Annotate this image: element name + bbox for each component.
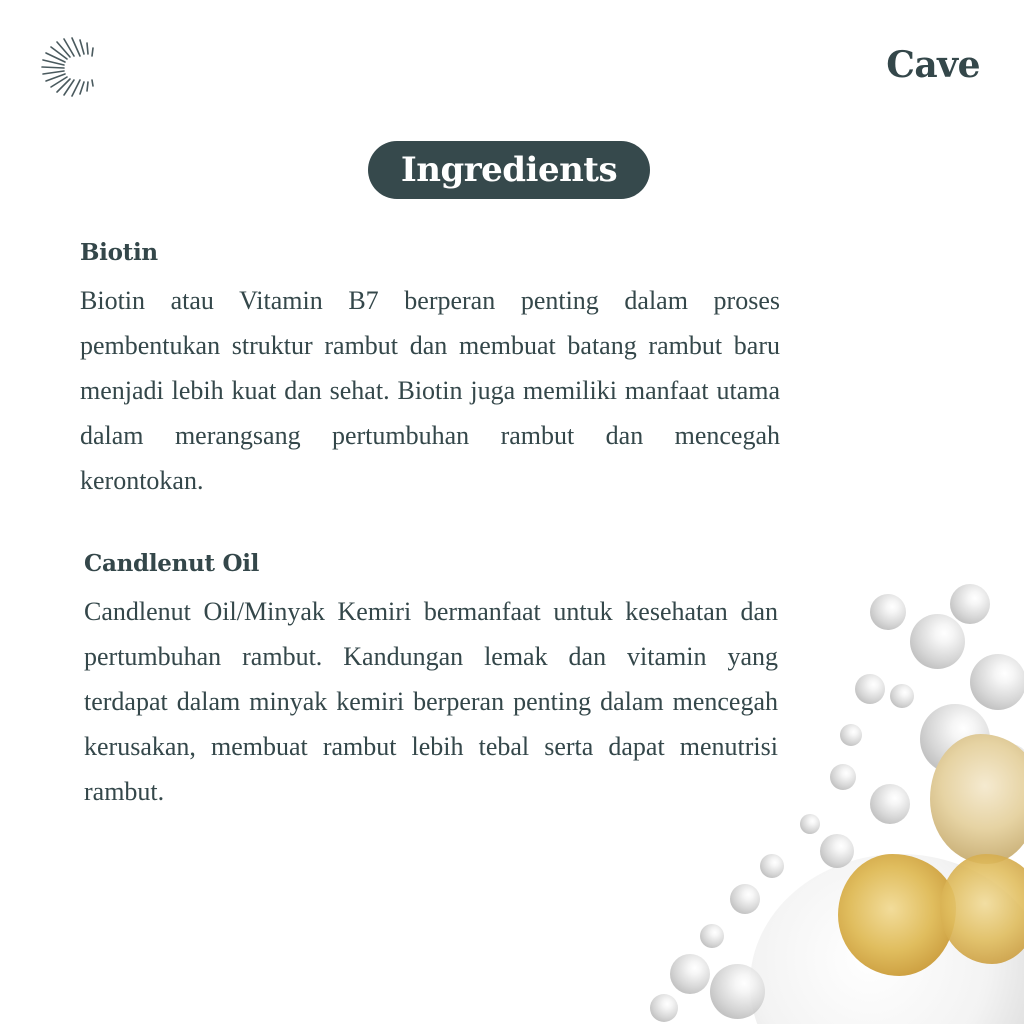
ingredient-heading: Candlenut Oil <box>84 550 260 577</box>
bubble-icon <box>950 584 990 624</box>
candlenut-icon <box>930 734 1024 864</box>
ingredient-heading: Biotin <box>80 239 158 266</box>
bubble-icon <box>830 764 856 790</box>
ingredient-description: Biotin atau Vitamin B7 berperan penting dalam proses pembentukan struktur rambut dan membuat batang rambut baru menjadi lebih kuat dan sehat. Biotin juga memiliki manfaat utama dalam merangsang pertumbuhan rambut dan mencegah kerontokan. <box>80 286 780 495</box>
page-title: Ingredients <box>400 150 618 190</box>
bubble-icon <box>855 674 885 704</box>
bubble-icon <box>910 614 965 669</box>
bubble-icon <box>700 924 724 948</box>
foam-candlenut-illustration <box>640 554 1024 1024</box>
brand-name: Cave <box>886 44 980 86</box>
bubble-icon <box>840 724 862 746</box>
page-title-pill <box>368 141 650 199</box>
bubble-icon <box>870 594 906 630</box>
sunburst-logo-icon <box>40 34 104 98</box>
bubble-icon <box>710 964 765 1019</box>
bubble-icon <box>730 884 760 914</box>
bubble-icon <box>650 994 678 1022</box>
ingredient-section-biotin <box>80 238 780 503</box>
bubble-icon <box>820 834 854 868</box>
bubble-icon <box>670 954 710 994</box>
bubble-icon <box>890 684 914 708</box>
bubble-icon <box>870 784 910 824</box>
bubble-icon <box>760 854 784 878</box>
bubble-icon <box>800 814 820 834</box>
bubble-icon <box>970 654 1024 710</box>
ingredient-description: Candlenut Oil/Minyak Kemiri bermanfaat untuk kesehatan dan pertumbuhan rambut. Kandungan lemak dan vitamin yang terdapat dalam minyak kemiri berperan penting dalam mencegah kerusakan, membuat rambut lebih tebal serta dapat menutrisi rambut. <box>84 597 778 806</box>
